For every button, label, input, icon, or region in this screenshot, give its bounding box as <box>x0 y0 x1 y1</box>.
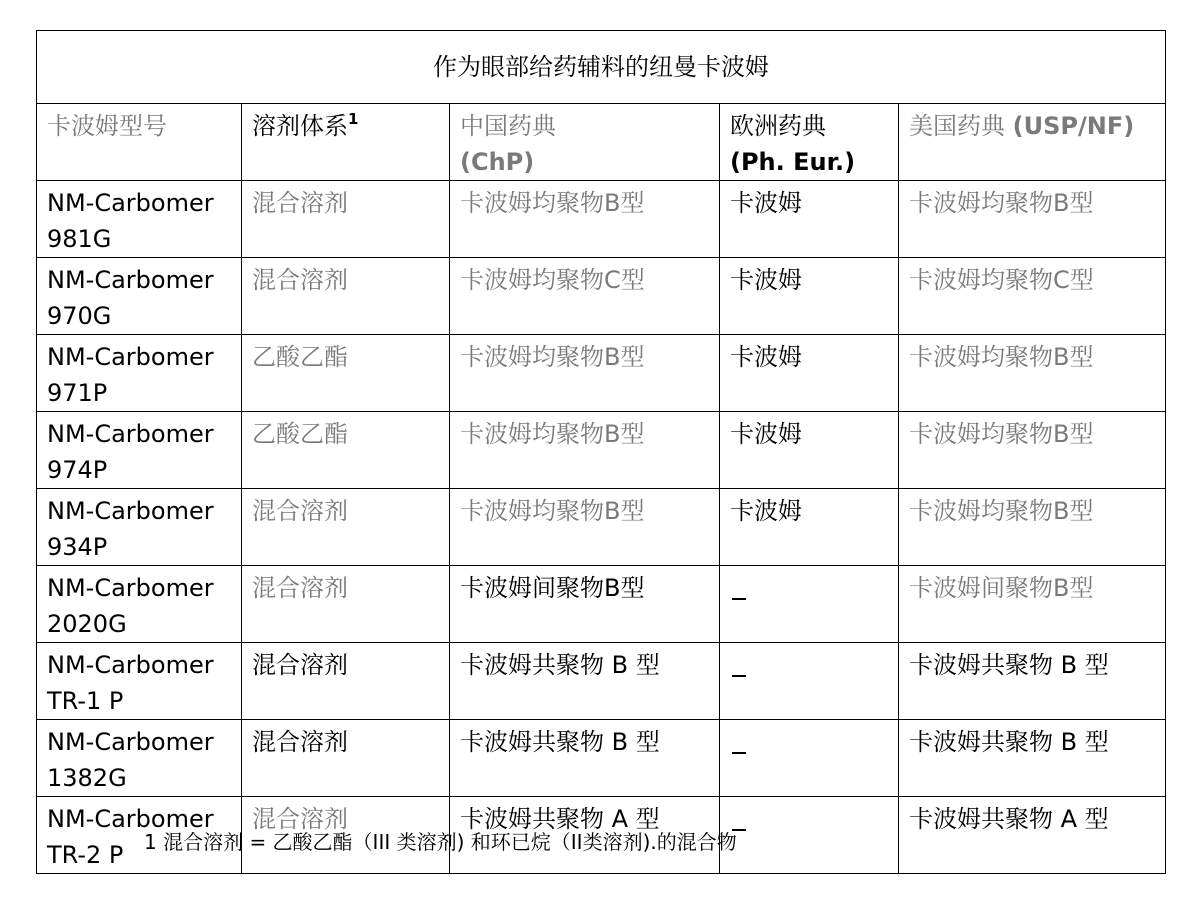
cell-eur: 卡波姆 <box>720 258 899 335</box>
cell-eur: 卡波姆 <box>720 489 899 566</box>
cell-solvent: 乙酸乙酯 <box>242 335 450 412</box>
not-listed-dash <box>732 752 746 754</box>
header-model: 卡波姆型号 <box>37 104 242 181</box>
cell-chp: 卡波姆均聚物B型 <box>450 412 720 489</box>
footnote-marker: 1 <box>348 110 359 128</box>
table-row <box>37 643 1166 720</box>
cell-usp: 卡波姆均聚物B型 <box>899 335 1166 412</box>
cell-model: NM-Carbomer 981G <box>37 181 242 258</box>
table-title: 作为眼部给药辅料的纽曼卡波姆 <box>37 31 1166 104</box>
cell-model: NM-Carbomer 2020G <box>37 566 242 643</box>
cell-usp: 卡波姆均聚物B型 <box>899 489 1166 566</box>
cell-usp: 卡波姆均聚物B型 <box>899 412 1166 489</box>
header-usp: 美国药典 (USP/NF) <box>899 104 1166 181</box>
cell-model: NM-Carbomer 934P <box>37 489 242 566</box>
cell-solvent: 乙酸乙酯 <box>242 412 450 489</box>
cell-usp: 卡波姆均聚物C型 <box>899 258 1166 335</box>
table-row <box>37 258 1166 335</box>
table-row <box>37 489 1166 566</box>
cell-eur: 卡波姆 <box>720 335 899 412</box>
cell-solvent: 混合溶剂 <box>242 181 450 258</box>
carbomer-table <box>36 30 1166 874</box>
cell-eur <box>720 720 899 797</box>
header-chp: 中国药典 (ChP) <box>450 104 720 181</box>
cell-chp: 卡波姆均聚物B型 <box>450 181 720 258</box>
table-row <box>37 335 1166 412</box>
cell-chp: 卡波姆共聚物 B 型 <box>450 643 720 720</box>
cell-usp: 卡波姆共聚物 B 型 <box>899 643 1166 720</box>
table-row <box>37 720 1166 797</box>
table-row <box>37 566 1166 643</box>
header-solvent: 溶剂体系$^1$ <box>242 104 450 181</box>
cell-eur <box>720 566 899 643</box>
cell-chp: 卡波姆共聚物 A 型 <box>450 797 720 874</box>
cell-chp: 卡波姆均聚物B型 <box>450 489 720 566</box>
cell-model: NM-Carbomer 970G <box>37 258 242 335</box>
cell-eur: 卡波姆 <box>720 412 899 489</box>
cell-solvent: 混合溶剂 <box>242 566 450 643</box>
cell-solvent: 混合溶剂 <box>242 720 450 797</box>
cell-eur <box>720 643 899 720</box>
cell-eur: 卡波姆 <box>720 181 899 258</box>
not-listed-dash <box>732 598 746 600</box>
cell-solvent: 混合溶剂 <box>242 643 450 720</box>
cell-model: NM-Carbomer TR-2 P <box>37 797 242 874</box>
cell-usp: 卡波姆均聚物B型 <box>899 181 1166 258</box>
cell-chp: 卡波姆间聚物B型 <box>450 566 720 643</box>
cell-model: NM-Carbomer 974P <box>37 412 242 489</box>
cell-model: NM-Carbomer TR-1 P <box>37 643 242 720</box>
cell-usp: 卡波姆间聚物B型 <box>899 566 1166 643</box>
cell-usp: 卡波姆共聚物 A 型 <box>899 797 1166 874</box>
table-row <box>37 181 1166 258</box>
table-row <box>37 412 1166 489</box>
cell-solvent: 混合溶剂 <box>242 489 450 566</box>
cell-chp: 卡波姆均聚物B型 <box>450 335 720 412</box>
cell-solvent: 混合溶剂 <box>242 797 450 874</box>
cell-model: NM-Carbomer 971P <box>37 335 242 412</box>
cell-eur <box>720 797 899 874</box>
header-eur: 欧洲药典 (Ph. Eur.) <box>720 104 899 181</box>
cell-chp: 卡波姆均聚物C型 <box>450 258 720 335</box>
cell-solvent: 混合溶剂 <box>242 258 450 335</box>
header-row <box>37 104 1166 181</box>
cell-usp: 卡波姆共聚物 B 型 <box>899 720 1166 797</box>
cell-chp: 卡波姆共聚物 B 型 <box>450 720 720 797</box>
not-listed-dash <box>732 675 746 677</box>
footnote: 1 混合溶剂 = 乙酸乙酯（III 类溶剂) 和环已烷（II类溶剂).的混合物 <box>144 830 737 854</box>
cell-model: NM-Carbomer 1382G <box>37 720 242 797</box>
